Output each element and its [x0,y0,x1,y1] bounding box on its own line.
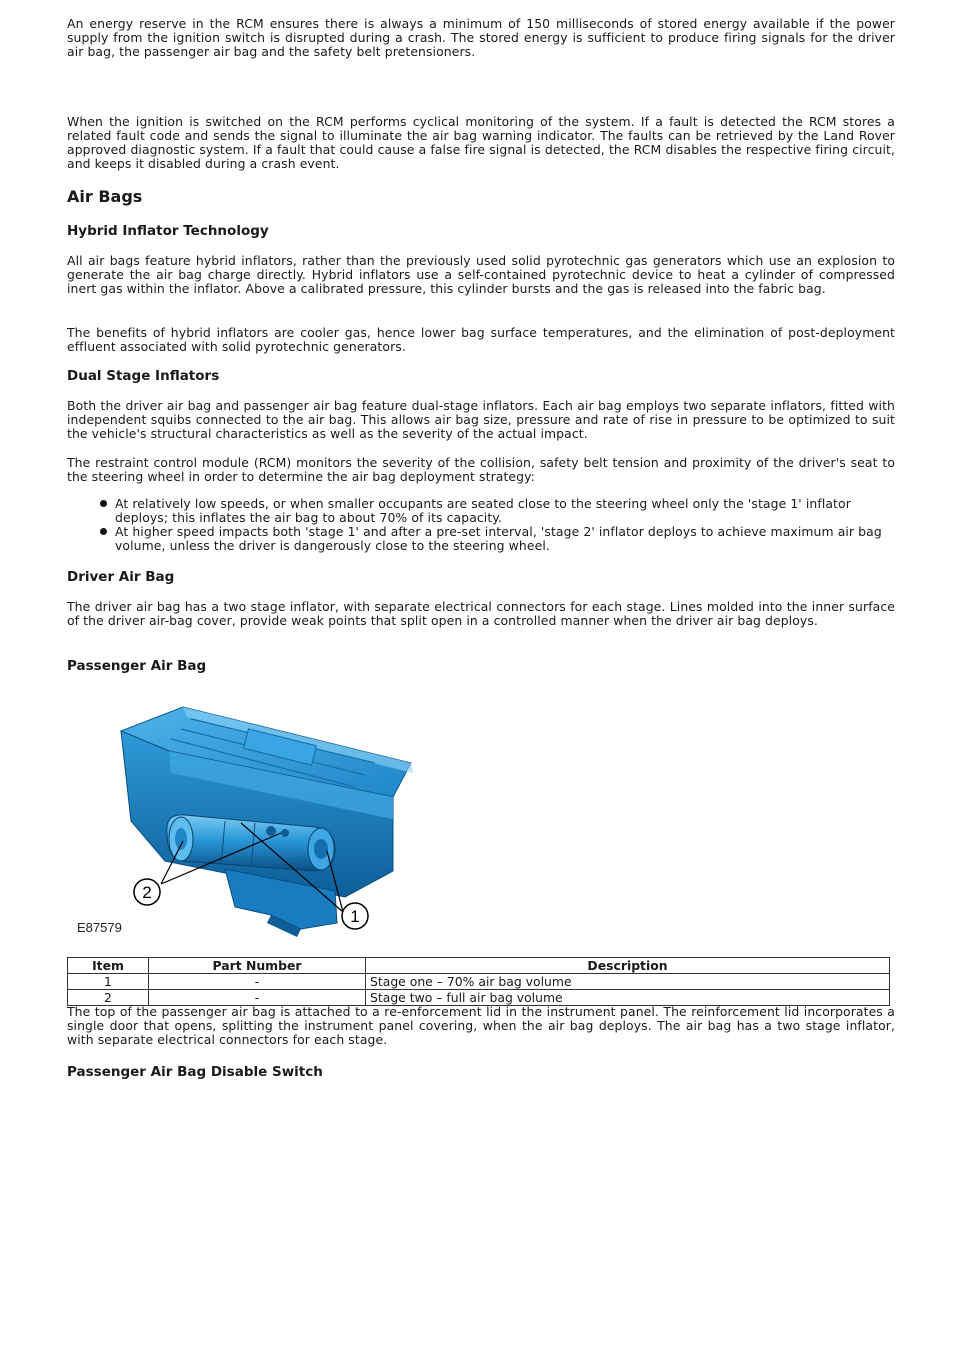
driver-air-bag-heading: Driver Air Bag [67,569,175,585]
intro-paragraph-2: When the ignition is switched on the RCM performs cyclical monitoring of the system. If a fault is detected the RCM stores a related fault code and sends the signal to illuminate the air bag warning indicator. The faults can be retrieved by the Land Rover approved diagnostic system. If a fault that could cause a false fire signal is detected, the RCM disables the respective firing circuit, and keeps it disabled during a crash event. [67,114,895,171]
cell-part-number: - [149,974,366,990]
callout-2-label: 2 [142,883,152,902]
table-row [68,974,890,990]
parts-table [67,957,890,1006]
table-header-row [68,958,890,974]
cell-part-number: - [149,990,366,1006]
hybrid-inflator-heading: Hybrid Inflator Technology [67,223,269,239]
passenger-paragraph-1: The top of the passenger air bag is attached to a re-enforcement lid in the instrument panel. The reinforcement lid incorporates a single door that opens, splitting the instrument panel covering, when the air bag deploys. The air bag has a two stage inflator, with separate electrical connectors for each stage. [67,1004,895,1047]
disable-switch-heading: Passenger Air Bag Disable Switch [67,1064,323,1080]
figure-code: E87579 [77,920,122,935]
dual-paragraph-2: The restraint control module (RCM) monitors the severity of the collision, safety belt tension and proximity of the driver's seat to the steering wheel in order to determine the air bag deployment strategy: [67,455,895,484]
cell-description: Stage two – full air bag volume [366,990,890,1006]
column-header-part-number: Part Number [149,958,366,974]
driver-paragraph-1: The driver air bag has a two stage inflator, with separate electrical connectors for each stage. Lines molded into the inner surface of the driver air-bag cover, provide weak points that split open in a controlled manner when the driver air bag deploys. [67,599,895,628]
passenger-air-bag-heading: Passenger Air Bag [67,658,207,674]
cell-description: Stage one – 70% air bag volume [366,974,890,990]
bullet-icon [100,528,107,535]
bullet-text: At relatively low speeds, or when smaller occupants are seated close to the steering wheel only the 'stage 1' inflator deploys; this inflates the air bag to about 70% of its capacity. [115,496,851,525]
hybrid-paragraph-1: All air bags feature hybrid inflators, rather than the previously used solid pyrotechnic gas generators which use an explosion to generate the air bag charge directly. Hybrid inflators use a self-contained pyrotechnic device to heat a cylinder of compressed inert gas within the inflator. Above a calibrated pressure, this cylinder bursts and the gas is released into the fabric bag. [67,253,895,296]
intro-paragraph-1: An energy reserve in the RCM ensures there is always a minimum of 150 milliseconds of stored energy available if the power supply from the ignition switch is disrupted during a crash. The stored energy is sufficient to produce firing signals for the driver air bag, the passenger air bag and the safety belt pretensioners. [67,16,895,59]
bullet-icon [100,500,107,507]
column-header-description: Description [366,958,890,974]
air-bags-heading: Air Bags [67,187,143,206]
deployment-strategy-list [67,497,887,553]
dual-stage-heading: Dual Stage Inflators [67,368,220,384]
dual-paragraph-1: Both the driver air bag and passenger air bag feature dual-stage inflators. Each air bag employs two separate inflators, fitted with independent squibs connected to the air bag. This allows air bag size, pressure and rate of rise in pressure to be optimized to suit the vehicle's structural characteristics as well as the severity of the actual impact. [67,398,895,441]
callout-1-label: 1 [350,907,360,926]
cell-item: 2 [68,990,149,1006]
cell-item: 1 [68,974,149,990]
list-item [67,497,887,525]
column-header-item: Item [68,958,149,974]
hybrid-paragraph-2: The benefits of hybrid inflators are cooler gas, hence lower bag surface temperatures, and the elimination of post-deployment effluent associated with solid pyrotechnic generators. [67,325,895,354]
bullet-text: At higher speed impacts both 'stage 1' and after a pre-set interval, 'stage 2' inflator deploys to achieve maximum air bag volume, unless the driver is dangerously close to the steering wheel. [115,524,882,553]
passenger-air-bag-figure [75,701,445,941]
passenger-air-bag-illustration [75,701,445,941]
list-item [67,525,887,553]
